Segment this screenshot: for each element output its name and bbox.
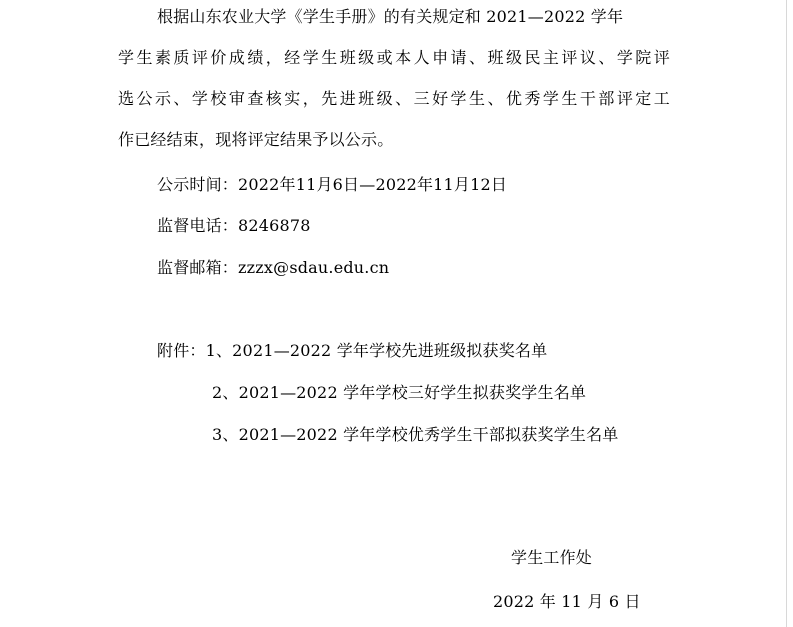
supervision-phone: 监督电话：8246878 [157,216,311,235]
issue-date: 2022 年 11 月 6 日 [493,592,641,611]
attachment-item-1: 附件：1、2021—2022 学年学校先进班级拟获奖名单 [157,341,548,360]
body-line-4: 作已经结束，现将评定结果予以公示。 [118,130,394,149]
attachment-item-3: 3、2021—2022 学年学校优秀学生干部拟获奖学生名单 [212,425,619,444]
attachment-item-2: 2、2021—2022 学年学校三好学生拟获奖学生名单 [212,383,587,402]
page-edge-divider [786,0,787,627]
body-line-2: 学生素质评价成绩，经学生班级或本人申请、班级民主评议、学院评 [118,48,670,67]
issuer-name: 学生工作处 [511,548,593,567]
publicity-time: 公示时间：2022年11月6日—2022年11月12日 [157,175,508,194]
supervision-email: 监督邮箱：zzzx@sdau.edu.cn [157,258,390,277]
body-line-1: 根据山东农业大学《学生手册》的有关规定和 2021—2022 学年 [157,7,624,26]
body-line-3: 选公示、学校审查核实，先进班级、三好学生、优秀学生干部评定工 [118,89,670,108]
